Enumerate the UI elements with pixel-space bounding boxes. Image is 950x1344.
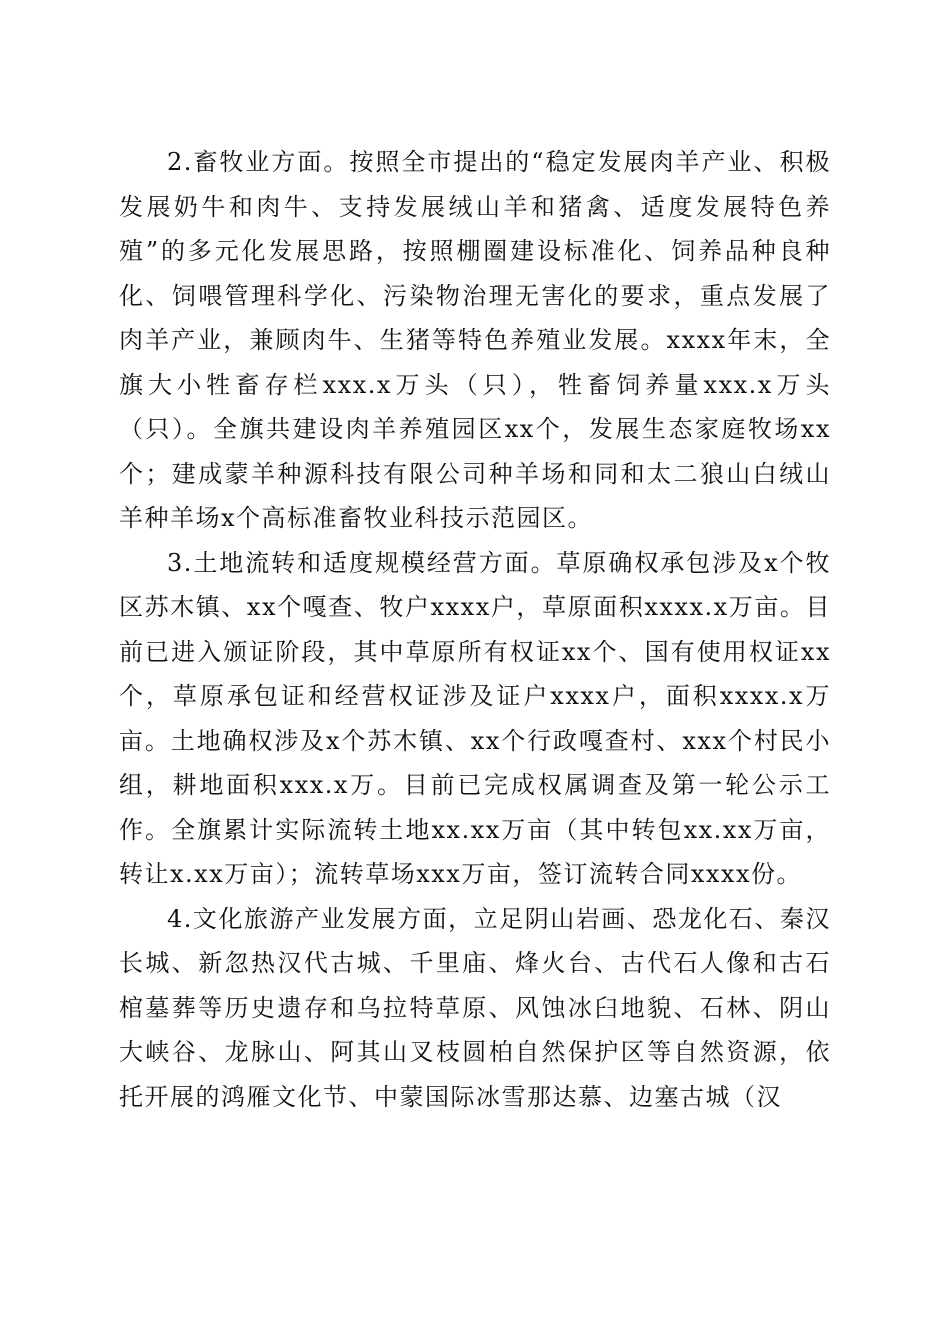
document-body	[119, 140, 831, 1119]
paragraph-land-transfer: 3.土地流转和适度规模经营方面。草原确权承包涉及x个牧区苏木镇、xx个嘎查、牧户xxxx户，草原面积xxxx.x万亩。目前已进入颁证阶段，其中草原所有权证xx个、国有使用权证xx个，草原承包证和经营权证涉及证户xxxx户，面积xxxx.x万亩。土地确权涉及x个苏木镇、xx个行政嘎查村、xxx个村民小组，耕地面积xxx.x万。目前已完成权属调查及第一轮公示工作。全旗累计实际流转土地xx.xx万亩（其中转包xx.xx万亩，转让x.xx万亩）；流转草场xxx万亩，签订流转合同xxxx份。	[119, 548, 831, 888]
paragraph-culture-tourism: 4.文化旅游产业发展方面，立足阴山岩画、恐龙化石、秦汉长城、新忽热汉代古城、千里庙、烽火台、古代石人像和古石棺墓葬等历史遗存和乌拉特草原、风蚀冰臼地貌、石林、阴山大峡谷、龙脉山、阿其山叉枝圆柏自然保护区等自然资源，依托开展的鸿雁文化节、中蒙国际冰雪那达慕、边塞古城（汉	[119, 904, 831, 1111]
paragraph-livestock: 2.畜牧业方面。按照全市提出的“稳定发展肉羊产业、积极发展奶牛和肉牛、支持发展绒山羊和猪禽、适度发展特色养殖”的多元化发展思路，按照棚圈建设标准化、饲养品种良种化、饲喂管理科学化、污染物治理无害化的要求，重点发展了肉羊产业，兼顾肉牛、生猪等特色养殖业发展。xxxx年末，全旗大小牲畜存栏xxx.x万头（只），牲畜饲养量xxx.x万头（只）。全旗共建设肉羊养殖园区xx个，发展生态家庭牧场xx个；建成蒙羊种源科技有限公司种羊场和同和太二狼山白绒山羊种羊场x个高标准畜牧业科技示范园区。	[119, 148, 831, 532]
